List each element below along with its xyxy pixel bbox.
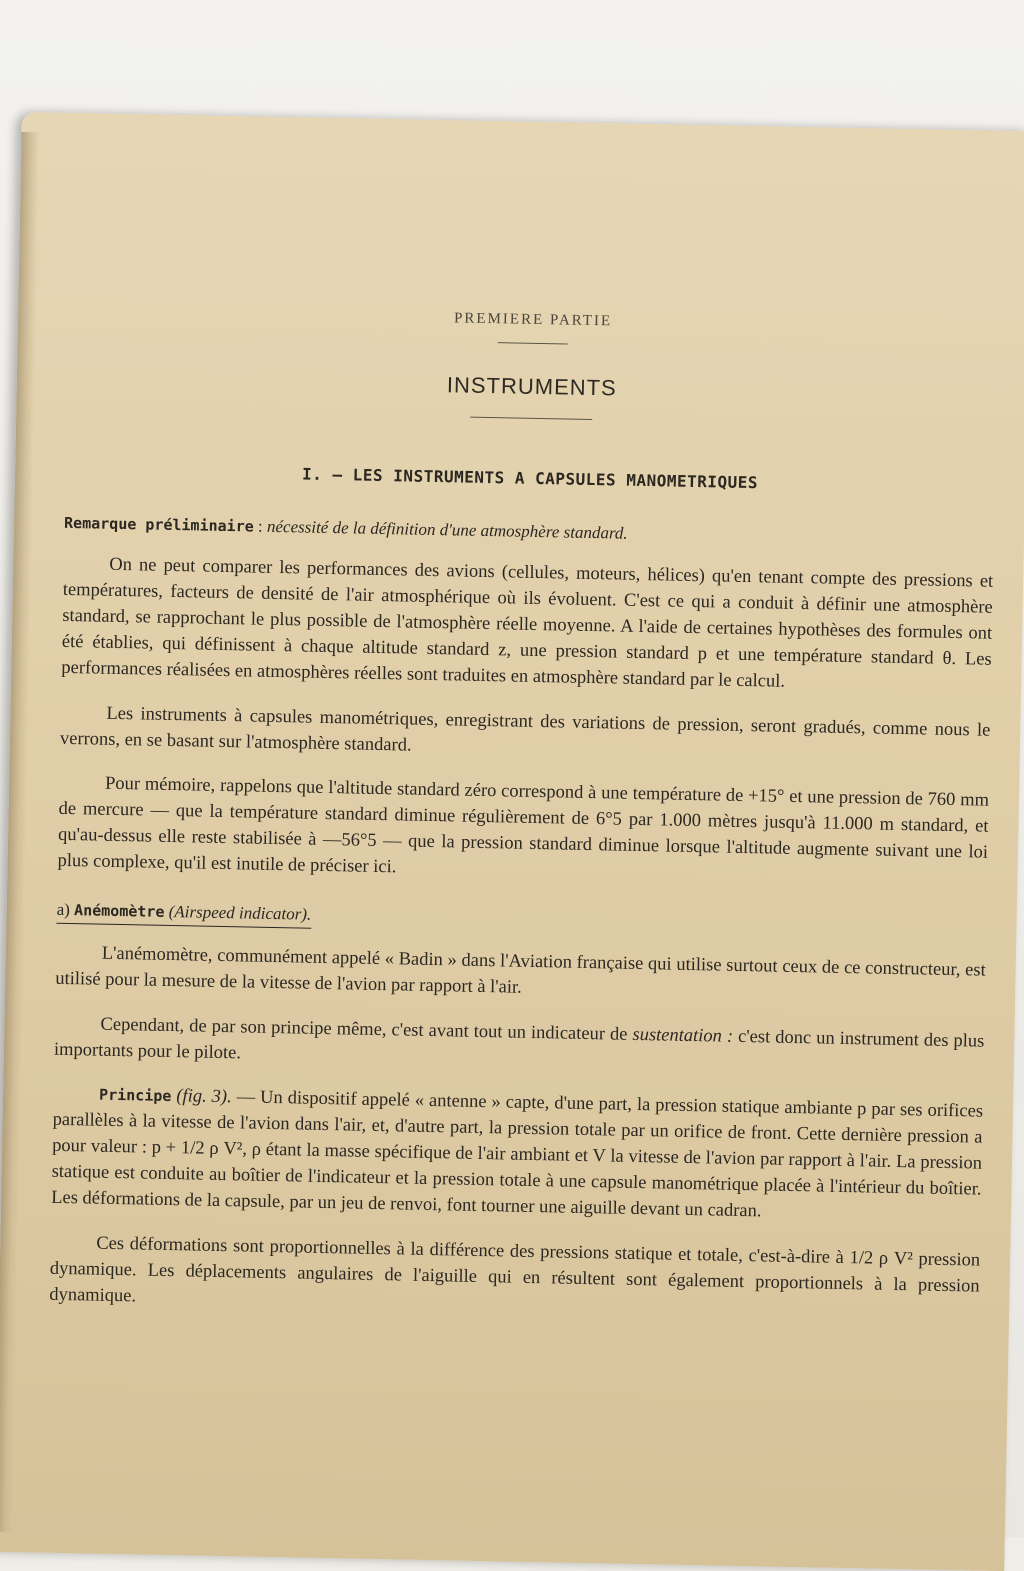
book-page bbox=[0, 112, 1024, 1571]
principle-text: — Un dispositif appelé « antenne » capte, d'une part, la pression statique ambiante p par ses orifices parallèles à la vitesse de l'avion dans l'air, et, d'autre part, la pression totale par un orifice de front. Cette dernière pression a pour valeur : p + 1/2 ρ V², ρ étant la masse spécifique de l'air ambiant et V la vitesse de l'avion par rapport à l'air. La pression statique est conduite au boîtier de l'indicateur et la pression totale à une capsule manométrique placée à l'intérieur du boîtier. Les déformations de la capsule, par un jeu de renvoi, font tourner une aiguille devant un cadran. bbox=[50, 1087, 984, 1222]
remark-line bbox=[64, 513, 994, 551]
page-content bbox=[49, 303, 998, 1344]
remark-label: Remarque préliminaire bbox=[63, 513, 254, 536]
sustentation-term: sustentation : bbox=[632, 1024, 734, 1047]
divider-short bbox=[498, 342, 568, 344]
paragraph-intro-2: Les instruments à capsules manométriques, enregistrant des variations de pression, seront gradués, comme nous le verrons, en se basant sur l'atmosphère standard. bbox=[59, 703, 991, 756]
principle-fig-ref: (fig. 3). bbox=[176, 1086, 232, 1108]
paragraph-intro-3: Pour mémoire, rappelons que l'altitude standard zéro correspond à une température de +15° et une pression de 760 mm de mercure — que la température standard diminue régulièrement de 6°5 par 1.000 mètres jusqu'à 11.000 m standard, et qu'au-dessus elle reste stabilisée à —56°5 — que la pression standard diminue lorsque l'altitude augmente suivant une loi plus complexe, qu'il est inutile de préciser ici. bbox=[57, 773, 990, 878]
remark-text: nécessité de la définition d'une atmosphère standard. bbox=[266, 516, 628, 543]
divider-medium bbox=[470, 417, 592, 420]
paragraph-anemometer-2 bbox=[54, 1010, 985, 1080]
subsection-heading bbox=[56, 900, 986, 942]
paragraph-principle bbox=[51, 1081, 983, 1229]
remark-separator: : bbox=[257, 516, 263, 536]
paragraph-final: Ces déformations sont proportionnelles à la différence des pressions statique et totale, c'est-à-dire à 1/2 ρ V² pression dynamique. Les déplacements angulaires de l'aiguille qui en résultent sont également proportionnels à la pression dynamique. bbox=[49, 1233, 981, 1306]
paragraph-anemometer-1: L'anémomètre, communément appelé « Badin » dans l'Aviation française qui utilise surtout ceux de ce constructeur, est utilisé pour la mesure de la vitesse de l'avion par rapport à l'air. bbox=[55, 943, 986, 998]
part-label: PREMIERE PARTIE bbox=[453, 310, 613, 330]
subsection-label: Anémomètre bbox=[73, 901, 165, 921]
subsection-english: (Airspeed indicator). bbox=[168, 901, 312, 924]
subsection-heading-underlined bbox=[56, 900, 311, 929]
paragraph-anemometer-2-end: c'est donc un instrument des plus importants pour le pilote. bbox=[53, 1026, 985, 1063]
paragraph-intro-1: On ne peut comparer les performances des avions (cellules, moteurs, hélices) qu'en tenant compte des pressions et températures, facteurs de densité de l'air atmosphérique où ils évoluent. C'est ce qui a conduit à définir une atmosphère standard, se rapprochant le plus possible de l'atmosphère réelle moyenne. A l'aide de certaines hypothèses des formules ont été établies, qui définissent à chaque altitude standard z, une pression standard p et une température standard θ. Les performances réalisées en atmosphères réelles sont traduites en atmosphère standard par le calcul. bbox=[61, 554, 994, 692]
paragraph-anemometer-2-start: Cependant, de par son principe même, c'est avant tout un indicateur de bbox=[100, 1014, 628, 1045]
page-title: INSTRUMENTS bbox=[446, 372, 617, 401]
principle-label: Principe bbox=[98, 1085, 172, 1106]
subsection-prefix: a) bbox=[56, 899, 71, 920]
section-title: I. — LES INSTRUMENTS A CAPSULES MANOMETRIQUES bbox=[301, 464, 759, 493]
